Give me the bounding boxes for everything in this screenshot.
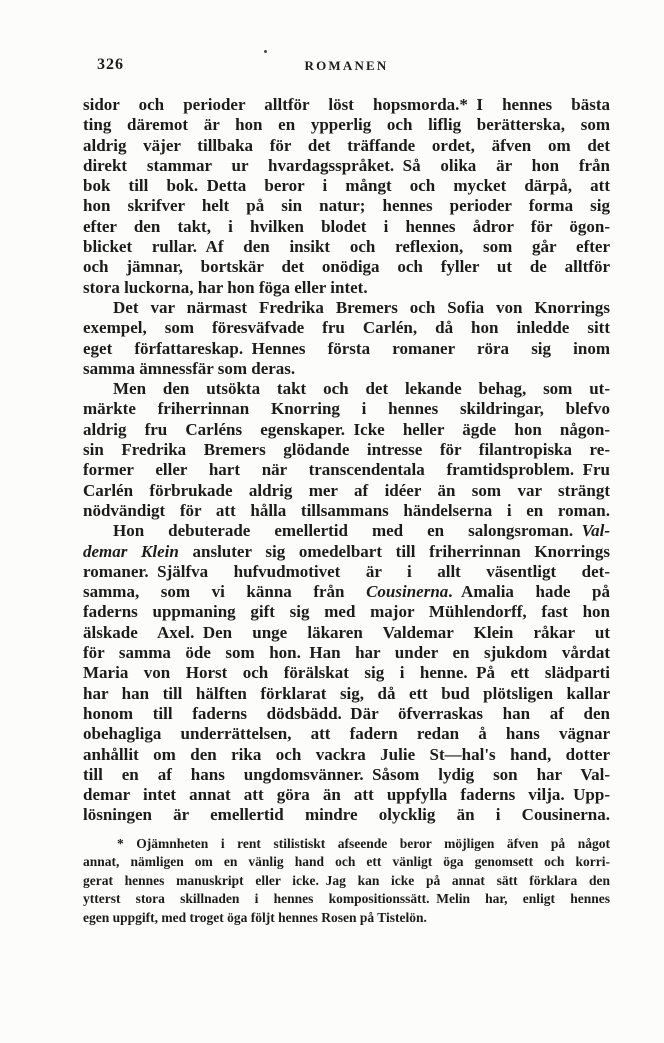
text-line xyxy=(83,420,610,440)
text-segment: samma, som vi känna från xyxy=(83,582,367,602)
text-line xyxy=(83,623,610,643)
text-line xyxy=(83,440,610,460)
page-header xyxy=(83,56,610,76)
text-segment: stora luckorna, har hon föga eller intet. xyxy=(83,277,368,297)
text-segment: Maria von Horst och förälskat sig i henne. På ett slädparti xyxy=(83,663,610,683)
text-line xyxy=(83,115,610,135)
text-line xyxy=(83,890,610,908)
text-line xyxy=(83,217,610,237)
text-segment: Det var närmast Fredrika Bremers och Sofia von Knorrings xyxy=(113,297,610,317)
text-line xyxy=(83,853,610,871)
text-line xyxy=(83,237,610,257)
text-segment: egen uppgift, med troget öga följt hennes Rosen på Tistelön. xyxy=(83,909,427,925)
text-segment: former eller hart när transcendentala framtidsproblem. Fru xyxy=(83,460,610,480)
text-line xyxy=(83,602,610,622)
text-segment: sin Fredrika Bremers glödande intresse för filantropiska re- xyxy=(83,440,610,460)
text-segment: märkte friherrinnan Knorring i hennes skildringar, blefvo xyxy=(83,399,610,419)
text-line xyxy=(83,196,610,216)
text-line xyxy=(83,501,610,521)
text-segment: * Ojämnheten i rent stilistiskt afseende beror möjligen äfven på något xyxy=(117,836,610,851)
text-segment: efter den takt, i hvilken blodet i hennes ådror för ögon- xyxy=(83,216,610,236)
text-segment: ytterst stora skillnaden i hennes kompositionssätt. Melin har, enligt hennes xyxy=(83,891,610,907)
text-line xyxy=(83,765,610,785)
text-segment: . Amalia hade på xyxy=(448,582,610,602)
text-segment: samma ämnessfär som deras. xyxy=(83,358,296,378)
text-segment: obehagliga underrättelsen, att fadern redan å hans vägnar xyxy=(83,724,610,744)
text-line xyxy=(83,724,610,744)
text-line xyxy=(83,835,610,853)
italic-text-segment: Cousinerna xyxy=(366,582,449,602)
text-segment: demar intet annat att göra än att uppfylla faderns vilja. Upp- xyxy=(83,785,610,805)
text-line xyxy=(83,379,610,399)
text-segment: faderns uppmaning gift sig med major Mühlendorff, fast hon xyxy=(83,602,610,622)
text-segment: till en af hans ungdomsvänner. Såsom lydig son har Val- xyxy=(83,764,610,784)
text-line xyxy=(83,872,610,890)
italic-text-segment: Val- xyxy=(581,521,610,541)
text-segment: annat, nämligen om en vänlig hand och ett vänligt öga genomsett och korri- xyxy=(83,854,610,870)
text-line xyxy=(83,481,610,501)
text-line xyxy=(83,643,610,663)
text-line xyxy=(83,684,610,704)
text-line xyxy=(83,542,610,562)
text-segment: lösningen är emellertid mindre olycklig än i Cousinerna. xyxy=(83,805,610,825)
text-line xyxy=(83,805,610,825)
text-line xyxy=(83,156,610,176)
text-segment: har han till hälften förklarat sig, då ett bud plötsligen kallar xyxy=(83,683,610,703)
text-segment: ting däremot är hon en ypperlig och liflig berätterska, som xyxy=(83,115,610,135)
text-line xyxy=(83,318,610,338)
text-line xyxy=(83,785,610,805)
text-line xyxy=(83,521,610,541)
text-line xyxy=(83,562,610,582)
text-segment: direkt stammar ur hvardagsspråket. Så olika är hon från xyxy=(83,155,610,175)
text-segment: Carlén förbrukade aldrig mer af idéer än som var strängt xyxy=(83,480,610,500)
text-line xyxy=(83,257,610,277)
text-segment: romaner. Själfva hufvudmotivet är i allt väsentligt det- xyxy=(83,561,610,581)
text-segment: sidor och perioder alltför löst hopsmorda.* I hennes bästa xyxy=(83,95,610,114)
text-line xyxy=(83,339,610,359)
body-text xyxy=(83,95,610,826)
footnote xyxy=(83,835,610,927)
text-segment: och jämnar, bortskär det onödiga och fyller ut de alltför xyxy=(83,257,610,277)
italic-text-segment: demar Klein xyxy=(83,541,179,561)
text-segment: exempel, som föresväfvade fru Carlén, då hon inledde sitt xyxy=(83,318,610,338)
text-line xyxy=(83,704,610,724)
text-segment: hon skrifver helt på sin natur; hennes perioder forma sig xyxy=(83,196,610,216)
scan-artifact-dot xyxy=(264,50,267,53)
text-line xyxy=(83,136,610,156)
text-segment: Hon debuterade emellertid med en salongsroman. xyxy=(113,521,582,541)
text-line xyxy=(83,460,610,480)
text-segment: Men den utsökta takt och det lekande behag, som ut- xyxy=(113,379,610,399)
running-title: ROMANEN xyxy=(304,58,389,73)
text-segment: eget författareskap. Hennes första romaner röra sig inom xyxy=(83,338,610,358)
text-line xyxy=(83,95,610,115)
text-segment: blicket rullar. Af den insikt och reflexion, som går efter xyxy=(83,237,610,257)
text-line xyxy=(83,399,610,419)
page-number: 326 xyxy=(97,56,124,73)
text-line xyxy=(83,176,610,196)
text-segment: gerat hennes manuskript eller icke. Jag kan icke på annat sätt förklara den xyxy=(83,872,610,888)
text-segment: aldrig väjer tillbaka för det träffande ordet, äfven om det xyxy=(83,135,610,155)
text-line xyxy=(83,745,610,765)
text-segment: anhållit om den rika och vackra Julie St—hal's hand, dotter xyxy=(83,744,610,764)
text-line xyxy=(83,663,610,683)
text-segment: aldrig fru Carléns egenskaper. Icke heller ägde hon någon- xyxy=(83,419,610,439)
text-line xyxy=(83,278,610,298)
text-line xyxy=(83,909,610,927)
text-segment: nödvändigt för att hålla tillsammans händelserna i en roman. xyxy=(83,500,610,520)
text-segment: honom till faderns dödsbädd. Där öfverraskas han af den xyxy=(83,703,610,723)
text-segment: för samma öde som hon. Han har under en sjukdom vårdat xyxy=(83,643,610,663)
text-line xyxy=(83,359,610,379)
text-line xyxy=(83,298,610,318)
text-segment: ansluter sig omedelbart till friherrinnan Knorrings xyxy=(178,541,610,561)
text-segment: bok till bok. Detta beror i mångt och mycket därpå, att xyxy=(83,176,610,196)
text-segment: älskade Axel. Den unge läkaren Valdemar Klein råkar ut xyxy=(83,622,610,642)
text-line xyxy=(83,582,610,602)
